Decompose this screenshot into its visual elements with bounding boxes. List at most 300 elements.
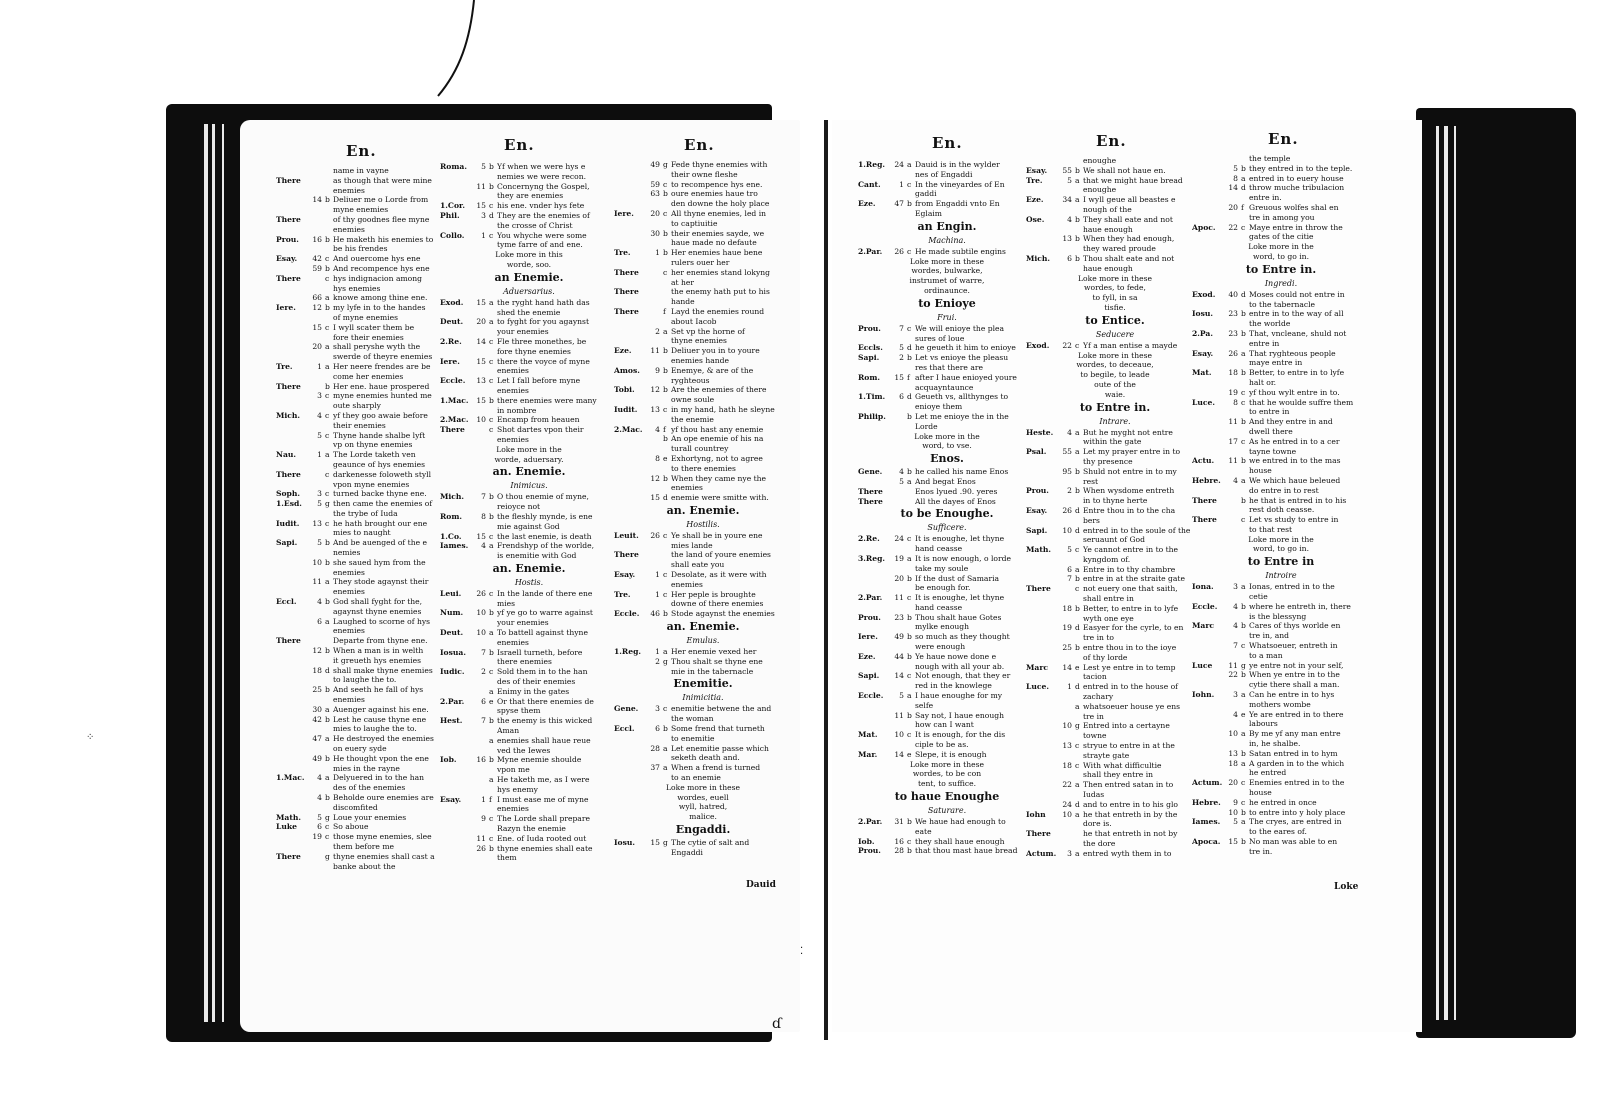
entry-chapter bbox=[310, 675, 325, 685]
entry-text: thyne enemies shall eate bbox=[497, 843, 593, 853]
entry-text: ryghteous bbox=[671, 375, 710, 385]
entry-chapter: 19 bbox=[1062, 623, 1072, 633]
index-entry bbox=[1026, 731, 1204, 741]
entry-text: haue enough bbox=[1083, 263, 1133, 273]
entry-section-letter bbox=[907, 209, 915, 219]
index-entry bbox=[1026, 653, 1204, 663]
entry-reference bbox=[440, 736, 474, 746]
index-entry bbox=[276, 460, 454, 470]
cross-reference: ordinaunce. bbox=[924, 285, 970, 295]
entry-reference: There bbox=[1192, 515, 1217, 525]
entry-section-letter: c bbox=[907, 836, 912, 846]
index-entry bbox=[276, 264, 454, 274]
entry-section-letter: c bbox=[489, 425, 494, 435]
entry-text: tre in, and bbox=[1249, 631, 1290, 641]
index-entry bbox=[440, 298, 618, 308]
entry-chapter: 7 bbox=[481, 716, 486, 726]
index-entry bbox=[440, 231, 618, 241]
entry-text: downe of there enemies bbox=[671, 599, 764, 609]
index-entry bbox=[1192, 358, 1370, 368]
entry-chapter: 15 bbox=[476, 201, 486, 211]
entry-text: gaddi bbox=[915, 189, 937, 199]
entry-section-letter bbox=[1075, 829, 1083, 839]
entry-chapter bbox=[310, 842, 325, 852]
entry-reference bbox=[1192, 154, 1226, 164]
entry-reference bbox=[1192, 768, 1226, 778]
entry-text: their enemies bbox=[333, 420, 386, 430]
entry-text: mies to naught bbox=[333, 528, 391, 538]
index-entry bbox=[440, 736, 618, 746]
entry-reference: 2.Re. bbox=[440, 336, 462, 346]
entry-reference bbox=[614, 753, 648, 763]
entry-text: And seeth he fall of hys bbox=[333, 685, 424, 695]
index-entry bbox=[614, 493, 792, 503]
entry-section-letter bbox=[489, 435, 497, 445]
entry-chapter bbox=[310, 421, 325, 431]
entry-text: seruaunt of God bbox=[1083, 535, 1145, 545]
entry-section-letter bbox=[325, 440, 333, 450]
entry-reference: Hebre. bbox=[1192, 797, 1221, 807]
entry-section-letter bbox=[325, 607, 333, 617]
entry-reference bbox=[614, 580, 648, 590]
entry-section-letter: b bbox=[489, 647, 494, 657]
entry-chapter bbox=[892, 334, 907, 344]
entry-reference bbox=[440, 240, 474, 250]
entry-text: Lest he cause thyne ene bbox=[333, 714, 427, 724]
entry-chapter bbox=[310, 783, 325, 793]
entry-text: entred in to the house of bbox=[1083, 682, 1178, 692]
entry-chapter bbox=[310, 440, 325, 450]
entry-chapter bbox=[474, 435, 489, 445]
entry-section-letter bbox=[325, 764, 333, 774]
entry-text: oute sharply bbox=[333, 401, 381, 411]
entry-reference bbox=[276, 372, 310, 382]
entry-text: Let enemitie passe which bbox=[671, 743, 769, 753]
entry-chapter bbox=[310, 548, 325, 558]
entry-section-letter: a bbox=[325, 734, 330, 744]
entry-text: he entred in once bbox=[1249, 797, 1317, 807]
index-entry bbox=[276, 254, 454, 264]
entry-chapter: 5 bbox=[1233, 817, 1238, 827]
entry-chapter bbox=[648, 307, 663, 317]
entry-section-letter: a bbox=[1241, 348, 1246, 358]
entry-text: there the voyce of myne bbox=[497, 356, 590, 366]
entry-section-letter: c bbox=[907, 593, 912, 603]
entry-text: Fede thyne enemies with bbox=[671, 160, 768, 169]
entry-text: swerde of theyre enemies bbox=[333, 352, 433, 362]
index-entry bbox=[614, 744, 792, 754]
entry-chapter bbox=[892, 422, 907, 432]
entry-section-letter bbox=[907, 422, 915, 432]
entry-text: The cytie of salt and bbox=[671, 838, 750, 848]
entry-section-letter: b bbox=[907, 353, 912, 363]
index-entry bbox=[276, 607, 454, 617]
entry-text: nes of Engaddi bbox=[915, 169, 973, 179]
entry-heading: to Enioye bbox=[918, 296, 976, 310]
entry-text: mies bbox=[497, 598, 516, 608]
entry-text: nough of the bbox=[1083, 204, 1132, 214]
entry-chapter bbox=[648, 714, 663, 724]
cross-reference: to fyll, in sa bbox=[1092, 293, 1138, 303]
cross-reference: worde, aduersary. bbox=[494, 454, 564, 464]
entry-reference bbox=[614, 189, 648, 199]
entry-text: ved the Iewes bbox=[497, 745, 551, 755]
index-entry bbox=[276, 695, 454, 705]
entry-chapter: 14 bbox=[1062, 662, 1072, 672]
entry-reference: Eccls. bbox=[858, 343, 883, 353]
entry-text: enemies shall haue reue bbox=[497, 735, 591, 745]
index-entry bbox=[858, 343, 1036, 353]
entry-heading: to be Enoughe. bbox=[900, 507, 994, 521]
cross-reference: wordes, to be con bbox=[912, 769, 982, 779]
entry-chapter: 4 bbox=[1067, 427, 1072, 437]
entry-chapter bbox=[892, 170, 907, 180]
entry-chapter bbox=[1060, 614, 1075, 624]
entry-chapter: 4 bbox=[317, 410, 322, 420]
entry-section-letter: b bbox=[325, 234, 330, 244]
entry-section-letter bbox=[325, 460, 333, 470]
entry-section-letter bbox=[325, 862, 333, 872]
index-entry bbox=[1026, 156, 1204, 166]
entry-reference bbox=[1192, 486, 1226, 496]
entry-section-letter bbox=[1075, 692, 1083, 702]
entry-text: selfe bbox=[915, 700, 934, 710]
entry-text: is the blessyng bbox=[1249, 611, 1307, 621]
entry-chapter bbox=[892, 402, 907, 412]
entry-chapter: 15 bbox=[476, 297, 486, 307]
entry-reference bbox=[1026, 643, 1060, 653]
entry-section-letter bbox=[907, 720, 915, 730]
entry-chapter bbox=[1226, 788, 1241, 798]
entry-section-letter bbox=[1241, 700, 1249, 710]
index-entry bbox=[614, 590, 792, 600]
entry-chapter bbox=[648, 599, 663, 609]
entry-reference bbox=[1026, 467, 1060, 477]
index-entry bbox=[1026, 663, 1204, 673]
entry-chapter: 26 bbox=[1228, 348, 1238, 358]
entry-section-letter bbox=[1241, 827, 1249, 837]
entry-section-letter: c bbox=[1241, 387, 1246, 397]
entry-text: He maketh his enemies to bbox=[333, 234, 434, 244]
entry-reference bbox=[276, 617, 310, 627]
index-entry bbox=[1192, 670, 1370, 680]
index-entry bbox=[1192, 378, 1370, 388]
entry-chapter bbox=[310, 568, 325, 578]
entry-reference: Tre. bbox=[276, 361, 293, 371]
entry-text: ciple to be as. bbox=[915, 740, 969, 750]
entry-section-letter: b bbox=[1241, 309, 1246, 319]
index-entry bbox=[440, 492, 618, 502]
index-entry bbox=[276, 646, 454, 656]
index-entry bbox=[858, 711, 1036, 721]
entry-chapter: 4 bbox=[481, 541, 486, 551]
index-entry bbox=[1192, 309, 1370, 319]
entry-reference bbox=[276, 666, 310, 676]
entry-section-letter: b bbox=[325, 557, 330, 567]
entry-text: Lest ye entre in to temp bbox=[1083, 662, 1176, 672]
index-entry bbox=[614, 599, 792, 609]
index-entry bbox=[858, 837, 1036, 847]
left-page-column-1 bbox=[276, 166, 454, 871]
entry-text: fore thyne enemies bbox=[497, 346, 571, 356]
entry-section-letter: b bbox=[1241, 495, 1246, 505]
index-entry bbox=[1026, 770, 1204, 780]
entry-section-letter: b bbox=[907, 710, 912, 720]
entry-section-letter: c bbox=[663, 404, 668, 414]
index-entry bbox=[440, 425, 618, 435]
entry-text: of thy lorde bbox=[1083, 652, 1128, 662]
index-entry bbox=[440, 824, 618, 834]
entry-text: Frendshyp of the worlde, bbox=[497, 541, 595, 551]
entry-section-letter bbox=[907, 487, 915, 497]
entry-reference bbox=[1192, 407, 1226, 417]
cross-reference: Loke more in this bbox=[495, 250, 563, 260]
entry-chapter bbox=[1060, 205, 1075, 215]
index-entry bbox=[440, 376, 618, 386]
entry-reference bbox=[276, 186, 310, 196]
entry-chapter: 6 bbox=[317, 822, 322, 832]
entry-chapter bbox=[310, 695, 325, 705]
index-entry bbox=[1192, 427, 1370, 437]
entry-text: Ye cannot entre in to the bbox=[1083, 545, 1179, 555]
entry-section-letter bbox=[489, 406, 497, 416]
entry-chapter: 3 bbox=[1233, 690, 1238, 700]
cross-reference: tent, to suffice. bbox=[917, 779, 977, 789]
entry-reference: 1.Reg. bbox=[614, 647, 642, 657]
entry-section-letter bbox=[907, 402, 915, 412]
index-entry bbox=[1192, 808, 1370, 818]
entry-text: Let my prayer entre in to bbox=[1083, 447, 1181, 457]
entry-text: of thy goodnes flee myne bbox=[333, 214, 430, 224]
entry-section-letter bbox=[1241, 407, 1249, 417]
cross-reference: waie. bbox=[1104, 389, 1126, 399]
entry-chapter: 20 bbox=[312, 342, 322, 352]
entry-chapter: 4 bbox=[317, 597, 322, 607]
entry-chapter: 95 bbox=[1062, 466, 1072, 476]
entry-text: Her neere frendes are be bbox=[333, 361, 431, 371]
entry-chapter: 23 bbox=[1228, 309, 1238, 319]
entry-chapter bbox=[1060, 584, 1075, 594]
cross-reference: Loke more in the bbox=[1248, 242, 1314, 252]
entry-reference bbox=[276, 352, 310, 362]
entry-reference: Deut. bbox=[440, 317, 464, 327]
entry-chapter: 15 bbox=[476, 356, 486, 366]
entry-chapter bbox=[1226, 515, 1241, 525]
entry-reference bbox=[276, 313, 310, 323]
entry-reference bbox=[440, 551, 474, 561]
index-entry bbox=[614, 376, 792, 386]
entry-chapter bbox=[648, 268, 663, 278]
entry-text: to enemitie bbox=[671, 733, 715, 743]
entry-chapter: 42 bbox=[312, 254, 322, 264]
entry-chapter: 1 bbox=[1067, 682, 1072, 692]
entry-text: vp on thyne enemies bbox=[333, 440, 413, 450]
entry-chapter: 4 bbox=[1233, 709, 1238, 719]
entry-text: thy presence bbox=[1083, 456, 1133, 466]
entry-chapter: 18 bbox=[1228, 758, 1238, 768]
entry-chapter bbox=[474, 853, 489, 863]
index-entry bbox=[440, 541, 618, 551]
entry-reference: Actu. bbox=[1192, 456, 1215, 466]
index-entry bbox=[614, 560, 792, 570]
index-entry bbox=[276, 783, 454, 793]
entry-chapter: 1 bbox=[317, 450, 322, 460]
entry-chapter bbox=[1060, 264, 1075, 274]
entry-text: hys enemy bbox=[497, 784, 538, 794]
index-entry bbox=[858, 827, 1036, 837]
entry-section-letter bbox=[489, 502, 497, 512]
entry-section-letter bbox=[489, 240, 497, 250]
entry-reference bbox=[858, 720, 892, 730]
entry-section-letter bbox=[663, 170, 671, 180]
entry-reference bbox=[614, 356, 648, 366]
entry-reference bbox=[1192, 164, 1226, 174]
entry-chapter: 47 bbox=[894, 199, 904, 209]
index-entry bbox=[1192, 329, 1370, 339]
index-entry bbox=[614, 278, 792, 288]
entry-reference bbox=[1026, 751, 1060, 761]
entry-text: then came the enemies of bbox=[333, 499, 433, 509]
entry-reference bbox=[1026, 185, 1060, 195]
entry-text: to the tabernacle bbox=[1249, 299, 1316, 309]
entry-chapter bbox=[1060, 555, 1075, 565]
entry-reference: Leuit. bbox=[614, 530, 639, 540]
entry-section-letter: c bbox=[489, 415, 494, 425]
entry-heading: to Entre in. bbox=[1079, 400, 1151, 414]
entry-text: entre thou in to the ioye bbox=[1083, 643, 1177, 653]
index-entry bbox=[614, 724, 792, 734]
entry-text: maye entre in bbox=[1249, 358, 1303, 368]
index-entry bbox=[614, 647, 792, 657]
entry-section-letter: c bbox=[907, 323, 912, 333]
entry-chapter bbox=[474, 327, 489, 337]
entry-reference bbox=[1026, 712, 1060, 722]
entry-chapter bbox=[1060, 244, 1075, 254]
entry-section-letter: a bbox=[1241, 582, 1246, 592]
index-entry bbox=[1192, 719, 1370, 729]
index-entry bbox=[276, 626, 454, 636]
entry-chapter bbox=[474, 366, 489, 376]
entry-reference bbox=[1192, 700, 1226, 710]
index-entry bbox=[858, 564, 1036, 574]
entry-reference bbox=[276, 548, 310, 558]
entry-section-letter: b bbox=[1241, 328, 1246, 338]
index-entry bbox=[1192, 398, 1370, 408]
index-entry bbox=[276, 842, 454, 852]
index-entry bbox=[858, 324, 1036, 334]
entry-chapter: 11 bbox=[312, 577, 322, 587]
entry-text: mies lande bbox=[671, 540, 713, 550]
entry-text: They are the enemies of bbox=[497, 210, 590, 220]
entry-section-letter bbox=[325, 783, 333, 793]
index-entry bbox=[440, 347, 618, 357]
index-entry bbox=[276, 480, 454, 490]
index-entry bbox=[858, 353, 1036, 363]
entry-chapter bbox=[310, 460, 325, 470]
entry-section-letter bbox=[325, 528, 333, 538]
entry-text: And ouercome hys ene bbox=[333, 254, 421, 264]
entry-chapter bbox=[892, 662, 907, 672]
index-entry bbox=[440, 317, 618, 327]
entry-text: The Lorde shall prepare bbox=[497, 814, 590, 824]
entry-reference bbox=[276, 431, 310, 441]
index-entry bbox=[276, 195, 454, 205]
entry-section-letter bbox=[907, 642, 915, 652]
index-entry bbox=[1026, 672, 1204, 682]
entry-reference: Prou. bbox=[1026, 486, 1049, 496]
entry-section-letter: b bbox=[489, 492, 494, 502]
entry-section-letter bbox=[1241, 447, 1249, 457]
entry-reference bbox=[440, 522, 474, 532]
index-entry bbox=[440, 201, 618, 211]
entry-reference: Sapi. bbox=[858, 671, 880, 681]
entry-chapter bbox=[1226, 612, 1241, 622]
entry-section-letter bbox=[325, 205, 333, 215]
entry-section-letter: a bbox=[907, 553, 912, 563]
entry-reference bbox=[1192, 174, 1226, 184]
index-entry bbox=[1192, 641, 1370, 651]
entry-section-letter: c bbox=[1075, 760, 1080, 770]
entry-chapter bbox=[892, 544, 907, 554]
entry-reference: There bbox=[1192, 495, 1217, 505]
entry-chapter bbox=[892, 701, 907, 711]
entry-text: shall make thyne enemies bbox=[333, 665, 433, 675]
entry-reference: Esay. bbox=[440, 794, 462, 804]
cross-reference: wordes, bulwarke, bbox=[911, 266, 983, 276]
entry-text: He made subtile engins bbox=[915, 246, 1006, 256]
entry-reference: There bbox=[276, 381, 301, 391]
entry-reference bbox=[276, 401, 310, 411]
entry-reference bbox=[614, 483, 648, 493]
entry-section-letter bbox=[1241, 719, 1249, 729]
entry-section-letter: c bbox=[1241, 397, 1246, 407]
entry-reference bbox=[614, 395, 648, 405]
entry-reference: Iosu. bbox=[1192, 309, 1214, 319]
entry-section-letter: a bbox=[489, 735, 494, 745]
entry-text: nemies we were recon. bbox=[497, 171, 587, 181]
entry-section-letter bbox=[1075, 770, 1083, 780]
entry-reference: Iohn. bbox=[1192, 690, 1215, 700]
index-entry bbox=[1192, 592, 1370, 602]
entry-section-letter: a bbox=[1241, 475, 1246, 485]
entry-chapter: 23 bbox=[1228, 328, 1238, 338]
entry-chapter: 8 bbox=[1233, 173, 1238, 183]
entry-section-letter: b bbox=[907, 199, 912, 209]
entry-chapter bbox=[1060, 712, 1075, 722]
entry-text: Loue your enemies bbox=[333, 812, 407, 822]
entry-section-letter: c bbox=[325, 322, 330, 332]
entry-text: In the vineyardes of En bbox=[915, 179, 1005, 189]
entry-section-letter bbox=[663, 599, 671, 609]
index-entry bbox=[1192, 476, 1370, 486]
cross-reference: Loke more in the bbox=[914, 431, 980, 441]
entry-reference: Iosu. bbox=[614, 838, 636, 848]
entry-section-letter: c bbox=[489, 356, 494, 366]
index-entry bbox=[440, 522, 618, 532]
entry-reference bbox=[1026, 565, 1060, 575]
index-entry bbox=[1026, 234, 1204, 244]
entry-chapter: 11 bbox=[1228, 660, 1238, 670]
entry-section-letter bbox=[489, 765, 497, 775]
entry-chapter bbox=[310, 284, 325, 294]
entry-reference: Iere. bbox=[614, 208, 634, 218]
entry-section-letter: a bbox=[325, 361, 330, 371]
index-entry bbox=[858, 477, 1036, 487]
entry-section-letter bbox=[1241, 768, 1249, 778]
index-entry bbox=[614, 160, 792, 170]
index-entry bbox=[614, 657, 792, 667]
index-entry bbox=[614, 763, 792, 773]
